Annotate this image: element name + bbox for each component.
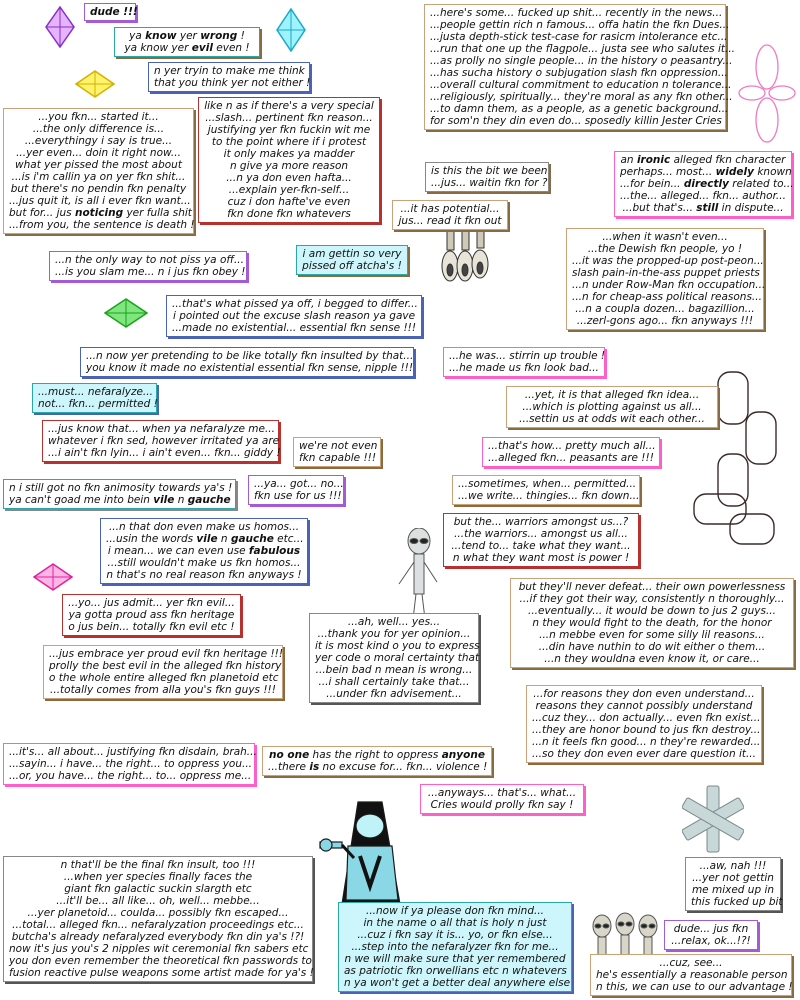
speech-bubble: like n as if there's a very special ...slash... pertinent fkn reason... justifying yer fkn fuckin wit me to the point where if i protest it only makes ya madder n give ya more reason ...n ya don even hafta... ...explain yer-fkn-self... cuz i don hafte've even fkn done fkn whatevers <box>198 97 380 223</box>
speech-bubble: ...must... nefaralyze... not... fkn... permitted ! <box>32 383 157 413</box>
speech-bubble: ...when it wasn't even... ...the Dewish fkn people, yo ! ...it was the propped-up post-peon... slash pain-in-the-ass puppet priests ...n under Row-Man fkn occupation... ...n for cheap-ass political reasons... ...n a coupla dozen... bagazillion... ...zerl-gons ago... fkn anyways !!! <box>566 228 764 330</box>
speech-bubble: ...n that don even make us homos... ...usin the words vile n gauche etc... i mean... we can even use fabulous ...still wouldn't make us fkn homos... n that's no real reason fkn anyways ! <box>100 518 308 584</box>
speech-bubble: ...yet, it is that alleged fkn idea... ...which is plotting against us all... ...settin us at odds wit each other... <box>506 386 718 428</box>
speech-bubble: dude !!! <box>84 3 136 21</box>
speech-bubble: ...n the only way to not piss ya off... ...is you slam me... n i jus fkn obey ! <box>49 251 247 281</box>
robed-alien-figure <box>318 800 414 904</box>
speech-bubble: ...jus know that... when ya nefaralyze me... whatever i fkn sed, however irritated ya are ...i ain't fkn lyin... i ain't even... fkn... giddy ! <box>42 420 279 462</box>
speech-bubble: i am gettin so very pissed off atcha's ! <box>296 245 408 275</box>
purple-diamond-icon <box>45 6 75 48</box>
speech-bubble: dude... jus fkn ...relax, ok...!?! <box>664 920 758 950</box>
pink-flower-outline <box>738 42 796 144</box>
speech-bubble: n that'll be the final fkn insult, too !!! ...when yer species finally faces the giant fkn galactic suckin slargth etc ...it'll be... all like... oh, well... mebbe... ...yer planetoid... coulda... possibly fkn escaped... ...total... alleged fkn... nefaralyzation proceedings etc... butcha's already nefaralyzed everybody fkn din ya's !?! now it's jus you's 2 nipples wit ceremonial fkn sabers etc you don even remember the theoretical fkn passwords to fusion reactive pulse weapons some artist made for ya's ! <box>3 856 313 982</box>
speech-bubble: ...ya... got... no... fkn use for us !!! <box>248 475 344 505</box>
speech-bubble: n i still got no fkn animosity towards ya's ! ya can't goad me into bein vile n gauche <box>3 479 236 509</box>
speech-bubble: ...anyways... that's... what... Cries would prolly fkn say ! <box>420 784 584 814</box>
speech-bubble: ...aw, nah !!! ...yer not gettin me mixed up in this fucked up bit <box>685 857 781 911</box>
speech-bubble: ...here's some... fucked up shit... recently in the news... ...people gettin rich n famous... offa hatin the fkn Dues... ...justa depth-stick test-case for rasicm intolerance etc... ...run that one up the flagpole... justa see who salutes it... ...as prolly no single people... in the history o peasantry... ...has sucha history o subjugation slash fkn oppression... ...overall cultural commitment to education n tolerance... ...religiously, spiritually... they're moral as any fkn other... ...to damn them, as a people, as a genetic background... for som'n they din even do... sposedly killin Jester Cries <box>424 4 726 130</box>
speech-bubble: no one has the right to oppress anyone ...there is no excuse for... fkn... violence ! <box>262 746 492 776</box>
speech-bubble: ...for reasons they don even understand... reasons they cannot possibly understand ...cuz they... don actually... even fkn exist... ...they are honor bound to jus fkn destroy... ...n it feels fkn good... n they're rewarded... ...so they don even ever dare question it... <box>526 685 762 763</box>
speech-bubble: ya know yer wrong ! ya know yer evil even ! <box>114 27 260 57</box>
green-diamond-icon <box>104 298 148 328</box>
pink-diamond-icon <box>33 563 73 591</box>
speech-bubble: an ironic alleged fkn character perhaps... most... widely known ...for bein... directly related to... ...the... alleged... fkn... author... ...but that's... still in dispute... <box>614 151 792 217</box>
speech-bubble: is this the bit we been ...jus... waitin fkn for ? <box>425 162 549 192</box>
speech-bubble: ...that's how... pretty much all... ...alleged fkn... peasants are !!! <box>482 437 660 467</box>
speech-bubble: ...cuz, see... he's essentially a reasonable person n this, we can use to our advantage ! <box>590 954 792 996</box>
speech-bubble: ...yo... jus admit... yer fkn evil... ya gotta proud ass fkn heritage o jus bein... totally fkn evil etc ! <box>62 594 241 636</box>
cyan-diamond-icon <box>276 8 306 52</box>
yellow-diamond-icon <box>75 70 115 98</box>
speech-bubble: ...it has potential... jus... read it fkn out <box>392 200 508 230</box>
alien-feet-figure <box>440 222 490 284</box>
speech-bubble: ...jus embrace yer proud evil fkn heritage !!! prolly the best evil in the alleged fkn history o the whole entire alleged fkn planetoid etc ...totally comes from alla you's fkn guys !!! <box>43 645 283 699</box>
speech-bubble: ...that's what pissed ya off, i begged to differ... i pointed out the excuse slash reason ya gave ...made no existential... essential fkn sense !!! <box>166 295 422 337</box>
speech-bubble: ...it's... all about... justifying fkn disdain, brah... ...sayin... i have... the right... to oppress you... ...or, you have... the right... to... oppress me... <box>3 743 255 785</box>
speech-bubble: ...n now yer pretending to be like totally fkn insulted by that... you know it made no existential essential fkn sense, nipple !!! <box>80 347 414 377</box>
gray-asterisk-icon <box>682 784 744 854</box>
speech-bubble: ...ah, well... yes... ...thank you for yer opinion... it is most kind o you to express yer code o moral certainty that ...bein bad n mean is wrong... ...i shall certainly take that... ...under fkn advisement... <box>309 613 479 703</box>
speech-bubble: ...he was... stirrin up trouble ! ...he made us fkn look bad... <box>443 347 605 377</box>
speech-bubble: ...you fkn... started it... ...the only difference is... ...everythingy i say is true... ...yer even... doin it right now... what yer pissed the most about ...is i'm callin ya on yer fkn shit... but there's no pendin fkn penalty ...jus quit it, is all i ever fkn want... but for... jus noticing yer fulla shit ...from you, the sentence is death ! <box>3 108 194 234</box>
speech-bubble: but the... warriors amongst us...? ...the warriors... amongst us all... ...tend to... take what they want... n what they want most is power ! <box>443 513 639 567</box>
speech-bubble: but they'll never defeat... their own powerlessness ...if they got their way, consistently n thoroughly... ...eventually... it would be down to jus 2 guys... n they would fight to the death, for the honor ...n mebbe even for some silly lil reasons... ...din have nuthin to do wit either o them... ...n they wouldna even know it, or care... <box>510 578 794 668</box>
speech-bubble: n yer tryin to make me think that you think yer not either ! <box>148 62 310 92</box>
speech-bubble: ...now if ya please don fkn mind... in the name o all that is holy n just ...cuz i fkn say it is... yo, or fkn else... ...step into the nefaralyzer fkn for me... n we will make sure that yer remembered as patriotic fkn orwellians etc n whatevers n ya won't get a better deal anywhere else <box>338 902 572 992</box>
speech-bubble: we're not even fkn capable !!! <box>293 437 381 467</box>
speech-bubble: ...sometimes, when... permitted... ...we write... thingies... fkn down... <box>452 475 640 505</box>
